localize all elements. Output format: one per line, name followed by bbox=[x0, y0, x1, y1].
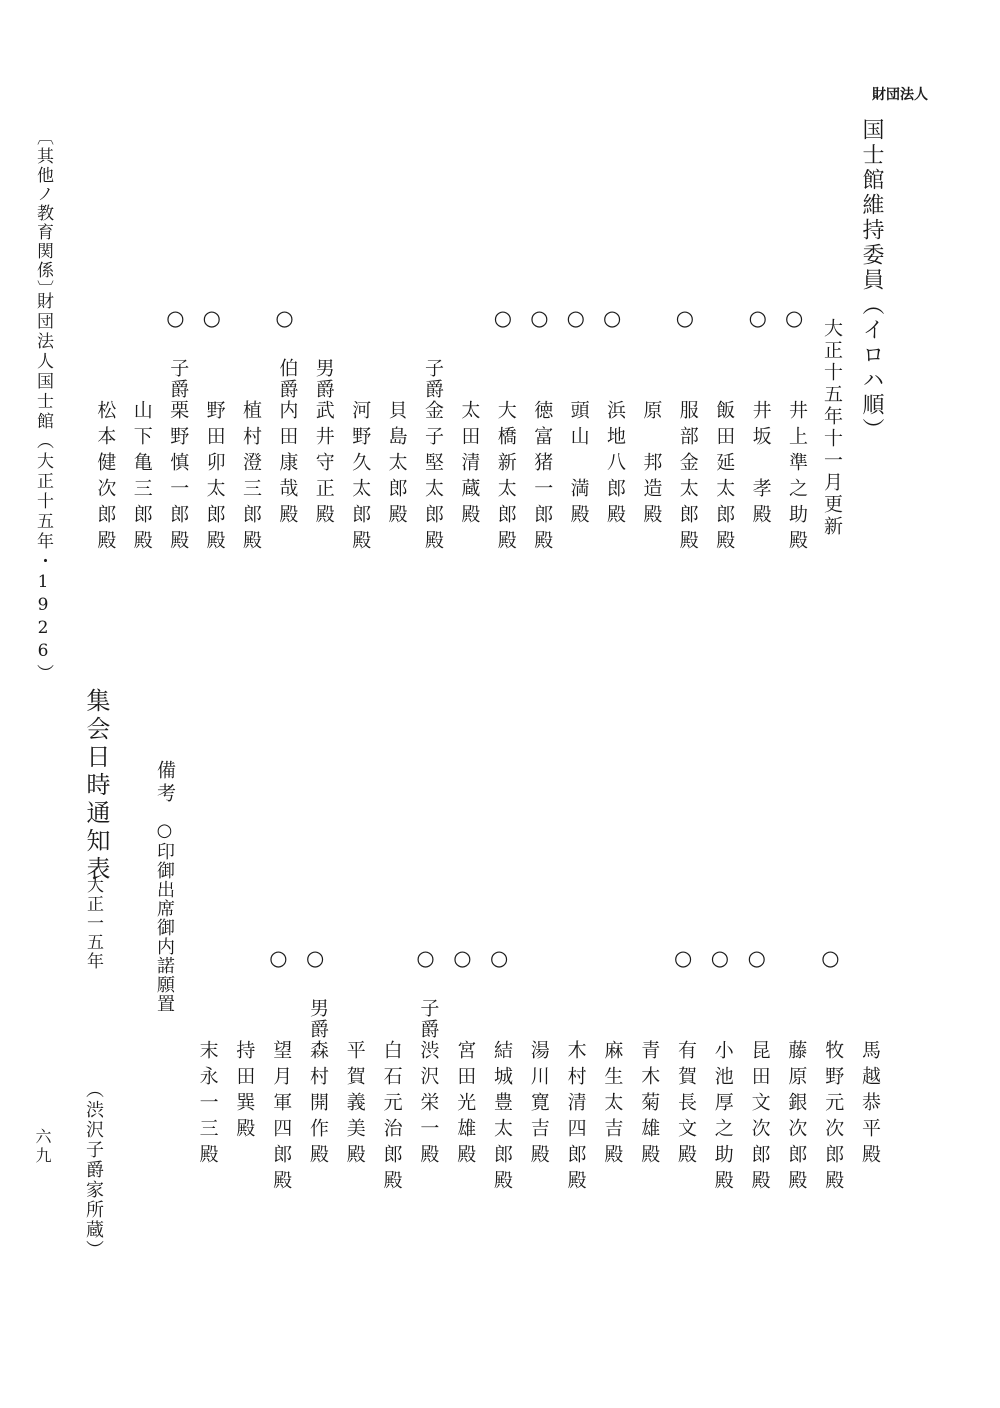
attendance-mark: ○ bbox=[306, 946, 325, 970]
member-name: 植村澄三郎殿 bbox=[240, 400, 262, 556]
member-name: 藤原銀次郎殿 bbox=[785, 1040, 808, 1196]
attendance-mark: ○ bbox=[566, 306, 585, 330]
peerage-title: 男爵 bbox=[307, 998, 329, 1040]
member-name: 松本健次郎殿 bbox=[94, 400, 117, 556]
member-name: 井坂 孝殿 bbox=[749, 400, 772, 530]
member-name: 原 邦造殿 bbox=[640, 400, 663, 530]
member-name: 湯川寛吉殿 bbox=[527, 1040, 550, 1170]
attendance-mark: ○ bbox=[166, 306, 185, 330]
member-name: 牧野元次郎殿 bbox=[822, 1040, 845, 1196]
attendance-mark: ○ bbox=[530, 306, 549, 330]
member-name: 河野久太郎殿 bbox=[349, 400, 372, 556]
member-name: 結城豊太郎殿 bbox=[491, 1040, 513, 1196]
member-name: 渋沢栄一殿 bbox=[417, 1040, 440, 1170]
member-name: 末永一三殿 bbox=[196, 1040, 219, 1170]
member-name: 服部金太郎殿 bbox=[676, 400, 699, 556]
peerage-title: 男爵 bbox=[312, 358, 335, 400]
attendance-mark: ○ bbox=[674, 946, 693, 970]
category-label: 〔其他ノ教育関係〕 bbox=[33, 128, 53, 299]
foundation-label: 財団法人 bbox=[872, 87, 928, 103]
remarks-text: ○印御出席御内諾願置 bbox=[154, 820, 175, 1013]
remarks-label: 備考 bbox=[154, 760, 176, 806]
attendance-mark: ○ bbox=[416, 946, 435, 970]
peerage-title: 伯爵 bbox=[276, 358, 299, 400]
schedule-year: 大正一五年 bbox=[83, 876, 103, 971]
attendance-mark: ○ bbox=[493, 306, 513, 330]
peerage-title: 子爵 bbox=[417, 998, 440, 1040]
member-name: 金子堅太郎殿 bbox=[422, 400, 444, 556]
member-name: 栗野慎一郎殿 bbox=[167, 400, 190, 556]
peerage-title: 子爵 bbox=[422, 358, 444, 400]
attendance-mark: ○ bbox=[821, 946, 840, 970]
member-name: 太田清蔵殿 bbox=[458, 400, 481, 530]
update-date: 大正十五年十一月更新 bbox=[821, 318, 843, 538]
member-name: 大橋新太郎殿 bbox=[494, 400, 517, 556]
member-name: 山下亀三郎殿 bbox=[130, 400, 153, 556]
member-name: 望月軍四郎殿 bbox=[270, 1040, 293, 1196]
attendance-mark: ○ bbox=[490, 946, 509, 970]
page-number: 六九 bbox=[33, 1128, 52, 1166]
attendance-mark: ○ bbox=[275, 306, 294, 330]
attendance-mark: ○ bbox=[710, 946, 730, 970]
member-name: 昆田文次郎殿 bbox=[748, 1040, 771, 1196]
peerage-title: 子爵 bbox=[167, 358, 190, 400]
member-name: 井上準之助殿 bbox=[786, 400, 808, 556]
member-name: 森村開作殿 bbox=[307, 1040, 329, 1170]
member-name: 持田巽殿 bbox=[233, 1040, 256, 1144]
member-name: 内田康哉殿 bbox=[276, 400, 299, 530]
member-name: 麻生太吉殿 bbox=[601, 1040, 624, 1170]
source-note: （渋沢子爵家所蔵） bbox=[83, 1080, 104, 1260]
member-name: 徳富猪一郎殿 bbox=[531, 400, 554, 556]
list-title: 国士館維持委員（イロハ順） bbox=[859, 118, 884, 443]
member-name: 平賀義美殿 bbox=[343, 1040, 366, 1170]
member-name: 浜地八郎殿 bbox=[604, 400, 626, 530]
schedule-title: 集会日時通知表 bbox=[82, 688, 110, 884]
attendance-mark: ○ bbox=[453, 946, 472, 970]
member-name: 頭山 満殿 bbox=[567, 400, 590, 530]
attendance-mark: ○ bbox=[675, 306, 695, 330]
attendance-mark: ○ bbox=[747, 946, 766, 970]
attendance-mark: ○ bbox=[785, 306, 804, 330]
member-name: 貝島太郎殿 bbox=[385, 400, 408, 530]
member-name: 飯田延太郎殿 bbox=[713, 400, 736, 556]
member-name: 白石元治郎殿 bbox=[380, 1040, 403, 1196]
member-name: 木村清四郎殿 bbox=[564, 1040, 587, 1196]
member-name: 有賀長文殿 bbox=[675, 1040, 697, 1170]
member-name: 小池厚之助殿 bbox=[711, 1040, 734, 1196]
attendance-mark: ○ bbox=[748, 306, 767, 330]
member-name: 武井守正殿 bbox=[312, 400, 335, 530]
member-name: 馬越恭平殿 bbox=[859, 1040, 881, 1170]
attendance-mark: ○ bbox=[603, 306, 622, 330]
running-title: 財団法人国士館（大正十五年・1926） bbox=[33, 292, 53, 684]
member-name: 野田卯太郎殿 bbox=[203, 400, 226, 556]
attendance-mark: ○ bbox=[202, 306, 221, 330]
member-name: 宮田光雄殿 bbox=[454, 1040, 477, 1170]
attendance-mark: ○ bbox=[269, 946, 288, 970]
member-name: 青木菊雄殿 bbox=[638, 1040, 661, 1170]
